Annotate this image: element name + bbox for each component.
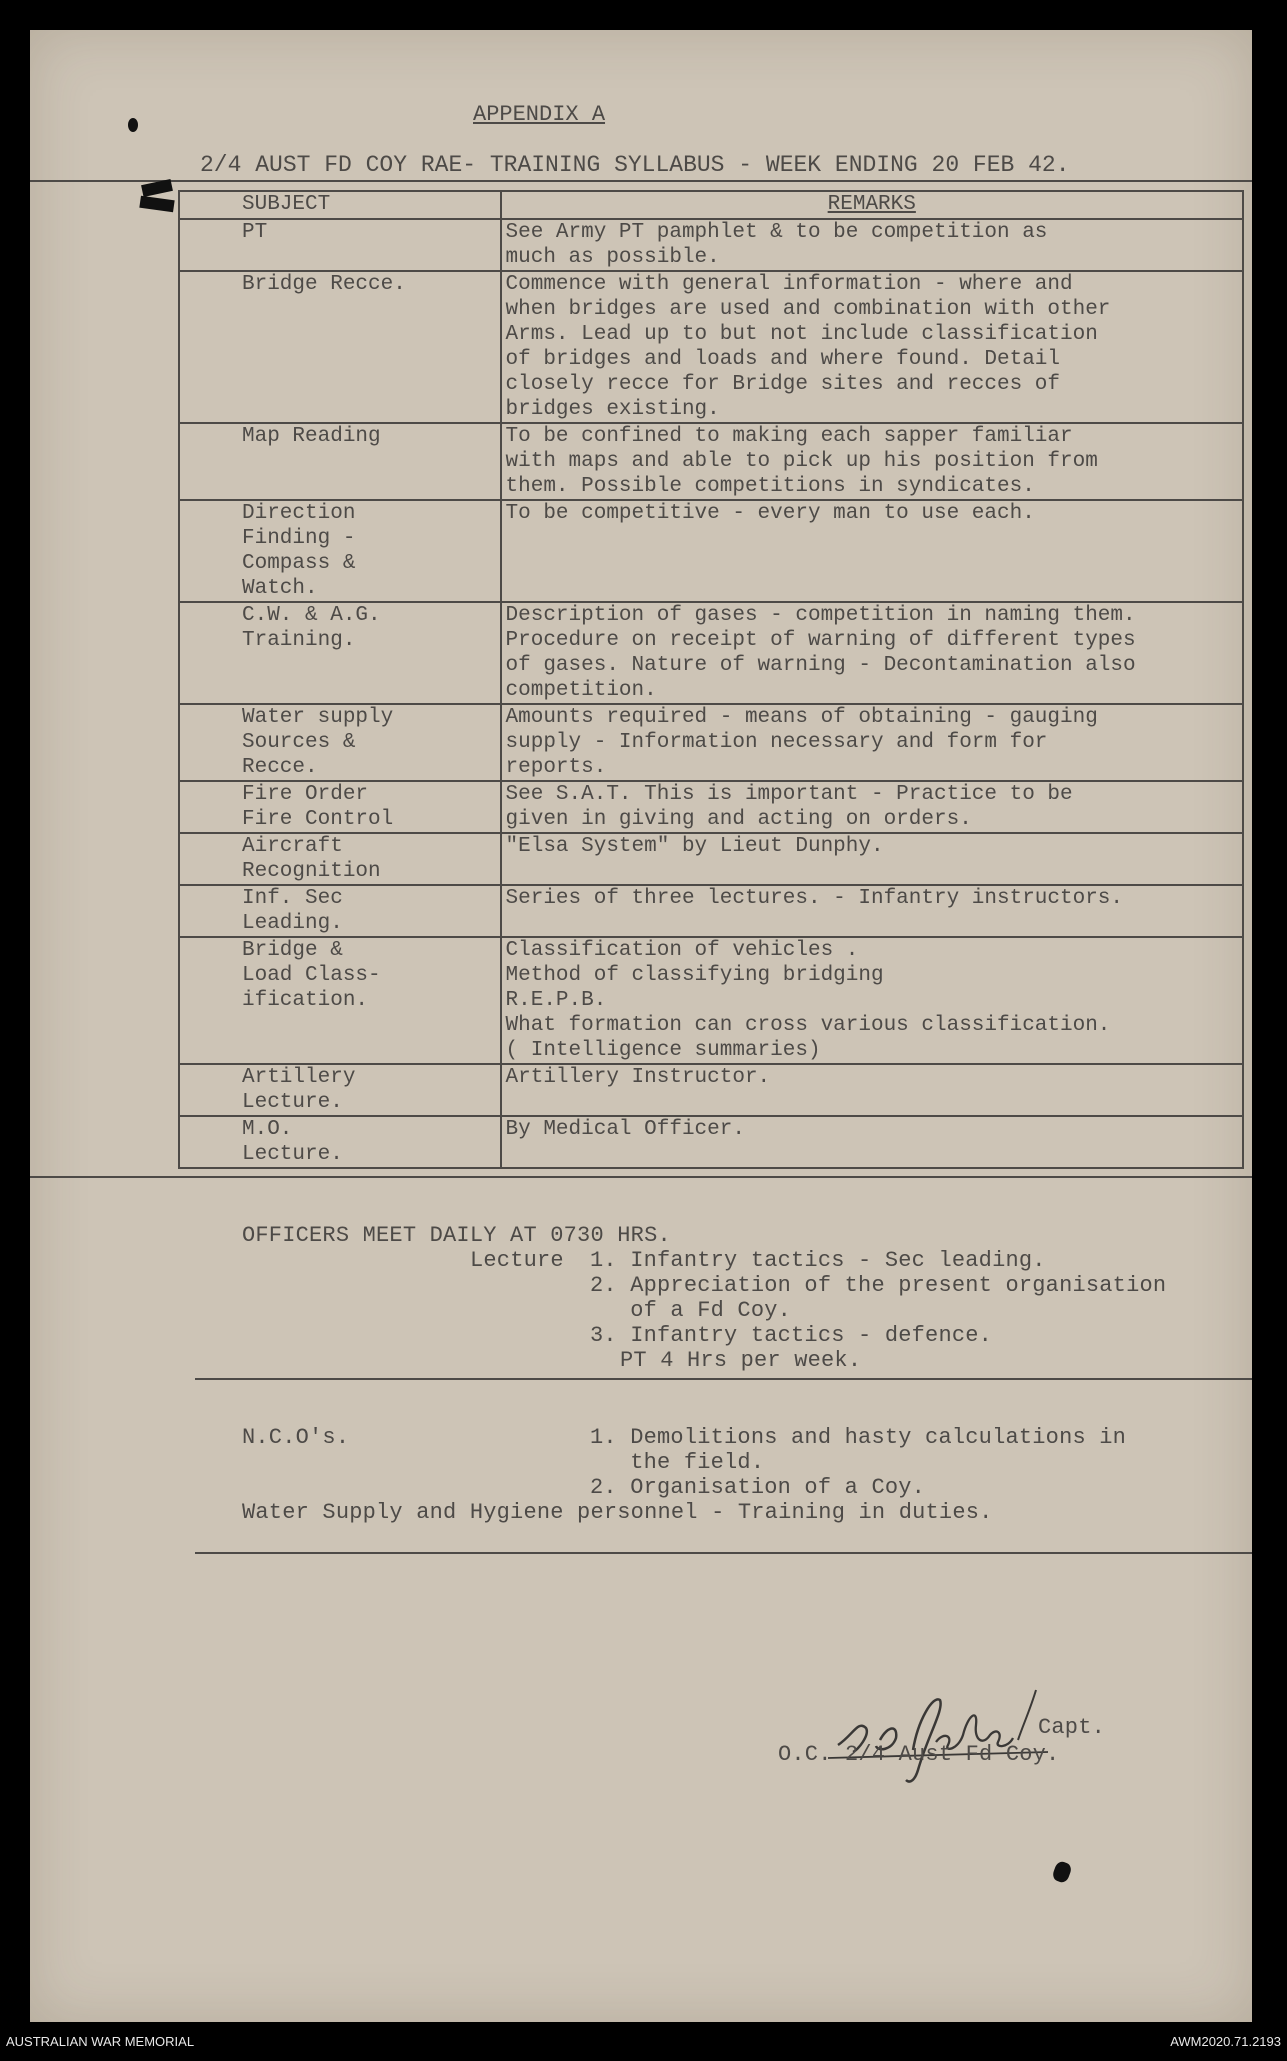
subject-cell [179, 602, 501, 704]
ncos-item-1: 1. Demolitions and hasty calculations in [590, 1425, 1127, 1450]
subject-text: Fire Order Fire Control [242, 783, 394, 831]
table-row [179, 1116, 1243, 1168]
table-bottom-rule [30, 1176, 1252, 1178]
table-row [179, 500, 1243, 602]
ncos-item-1-cont: the field. [590, 1450, 765, 1475]
subject-cell [179, 271, 501, 423]
table-row [179, 271, 1243, 423]
officers-line: OFFICERS MEET DAILY AT 0730 HRS. [242, 1223, 671, 1248]
subject-text: Map Reading [242, 425, 381, 448]
table-row [179, 781, 1243, 833]
handwritten-signature [818, 1680, 1058, 1790]
officers-rule [195, 1378, 1252, 1380]
remarks-text: Series of three lectures. - Infantry instructors. [505, 887, 1124, 910]
subject-cell [179, 1064, 501, 1116]
subject-text: C.W. & A.G. Training. [242, 604, 381, 652]
table-row [179, 1064, 1243, 1116]
table-row [179, 602, 1243, 704]
document-title: APPENDIX A [473, 102, 606, 127]
remarks-cell [501, 937, 1243, 1064]
remarks-cell [501, 781, 1243, 833]
remarks-cell [501, 885, 1243, 937]
remarks-cell [501, 1064, 1243, 1116]
ncos-rule [195, 1552, 1252, 1554]
subject-text: Bridge Recce. [242, 273, 406, 296]
footer-accession-number: AWM2020.71.2193 [1170, 2034, 1281, 2049]
lecture-label: Lecture [470, 1248, 564, 1273]
syllabus-table [178, 190, 1244, 1169]
table-row [179, 423, 1243, 500]
remarks-text: Artillery Instructor. [505, 1066, 771, 1089]
ink-spot [1051, 1860, 1073, 1884]
remarks-cell [501, 1116, 1243, 1168]
subject-header: SUBJECT [179, 191, 501, 219]
officers-item-1: 1. Infantry tactics - Sec leading. [590, 1248, 1046, 1273]
remarks-text: "Elsa System" by Lieut Dunphy. [505, 835, 884, 858]
remarks-cell [501, 500, 1243, 602]
subject-cell [179, 219, 501, 271]
table-row [179, 833, 1243, 885]
officers-item-3: 3. Infantry tactics - defence. [590, 1323, 993, 1348]
remarks-text: Commence with general information - where and when bridges are used and combination with other Arms. Lead up to but not include classification of bridges and loads and where found. Detail closely recce for Bridge sites and recces of bridges existing. [505, 273, 1111, 421]
document-heading: 2/4 AUST FD COY RAE- TRAINING SYLLABUS - WEEK ENDING 20 FEB 42. [200, 152, 1070, 178]
signature-position: O.C. 2/4 Aust Fd Coy. [778, 1742, 1060, 1767]
subject-text: Artillery Lecture. [242, 1066, 356, 1114]
remarks-text: To be competitive - every man to use each. [505, 502, 1035, 525]
remarks-cell [501, 833, 1243, 885]
remarks-text: Description of gases - competition in naming them. Procedure on receipt of warning of different types of gases. Nature of warning - Decontamination also competition. [505, 604, 1136, 702]
remarks-cell [501, 271, 1243, 423]
subject-text: Aircraft Recognition [242, 835, 381, 883]
ncos-label: N.C.O's. [242, 1425, 350, 1450]
table-row [179, 219, 1243, 271]
remarks-cell [501, 423, 1243, 500]
remarks-text: By Medical Officer. [505, 1118, 745, 1141]
subject-text: Water supply Sources & Recce. [242, 706, 394, 779]
officers-pt: PT 4 Hrs per week. [620, 1348, 862, 1373]
remarks-text: To be confined to making each sapper familiar with maps and able to pick up his position from them. Possible competitions in syndicates. [505, 425, 1098, 498]
subject-text: PT [242, 221, 268, 244]
heading-rule [30, 180, 1252, 182]
document-page [30, 30, 1252, 2022]
subject-cell [179, 781, 501, 833]
subject-cell [179, 704, 501, 781]
remarks-text: Classification of vehicles . Method of classifying bridging R.E.P.B. What formation can cross various classification. ( Intelligence summaries) [505, 939, 1111, 1062]
subject-cell [179, 885, 501, 937]
pin-mark [139, 196, 174, 213]
subject-text: M.O. Lecture. [242, 1118, 343, 1166]
officers-item-2-cont: of a Fd Coy. [590, 1298, 792, 1323]
remarks-text: Amounts required - means of obtaining - gauging supply - Information necessary and form for reports. [505, 706, 1098, 779]
subject-text: Direction Finding - Compass & Watch. [242, 502, 356, 600]
table-row [179, 885, 1243, 937]
subject-cell [179, 1116, 501, 1168]
footer-credit: AUSTRALIAN WAR MEMORIAL [6, 2034, 195, 2049]
ncos-item-2: 2. Organisation of a Coy. [590, 1475, 926, 1500]
subject-cell [179, 937, 501, 1064]
signature-rank: Capt. [1038, 1715, 1106, 1740]
officers-item-2: 2. Appreciation of the present organisation [590, 1273, 1167, 1298]
remarks-text: See Army PT pamphlet & to be competition as much as possible. [505, 221, 1048, 269]
ink-spot [128, 118, 138, 132]
remarks-cell [501, 704, 1243, 781]
table-header-row [179, 191, 1243, 219]
subject-cell [179, 833, 501, 885]
syllabus-body [179, 219, 1243, 1168]
remarks-cell [501, 602, 1243, 704]
subject-text: Inf. Sec Leading. [242, 887, 343, 935]
remarks-header: REMARKS [501, 191, 1243, 219]
table-row [179, 937, 1243, 1064]
table-row [179, 704, 1243, 781]
subject-cell [179, 500, 501, 602]
subject-cell [179, 423, 501, 500]
water-supply-line: Water Supply and Hygiene personnel - Training in duties. [242, 1500, 993, 1525]
subject-text: Bridge & Load Class- ification. [242, 939, 381, 1012]
remarks-text: See S.A.T. This is important - Practice to be given in giving and acting on orders. [505, 783, 1073, 831]
remarks-cell [501, 219, 1243, 271]
